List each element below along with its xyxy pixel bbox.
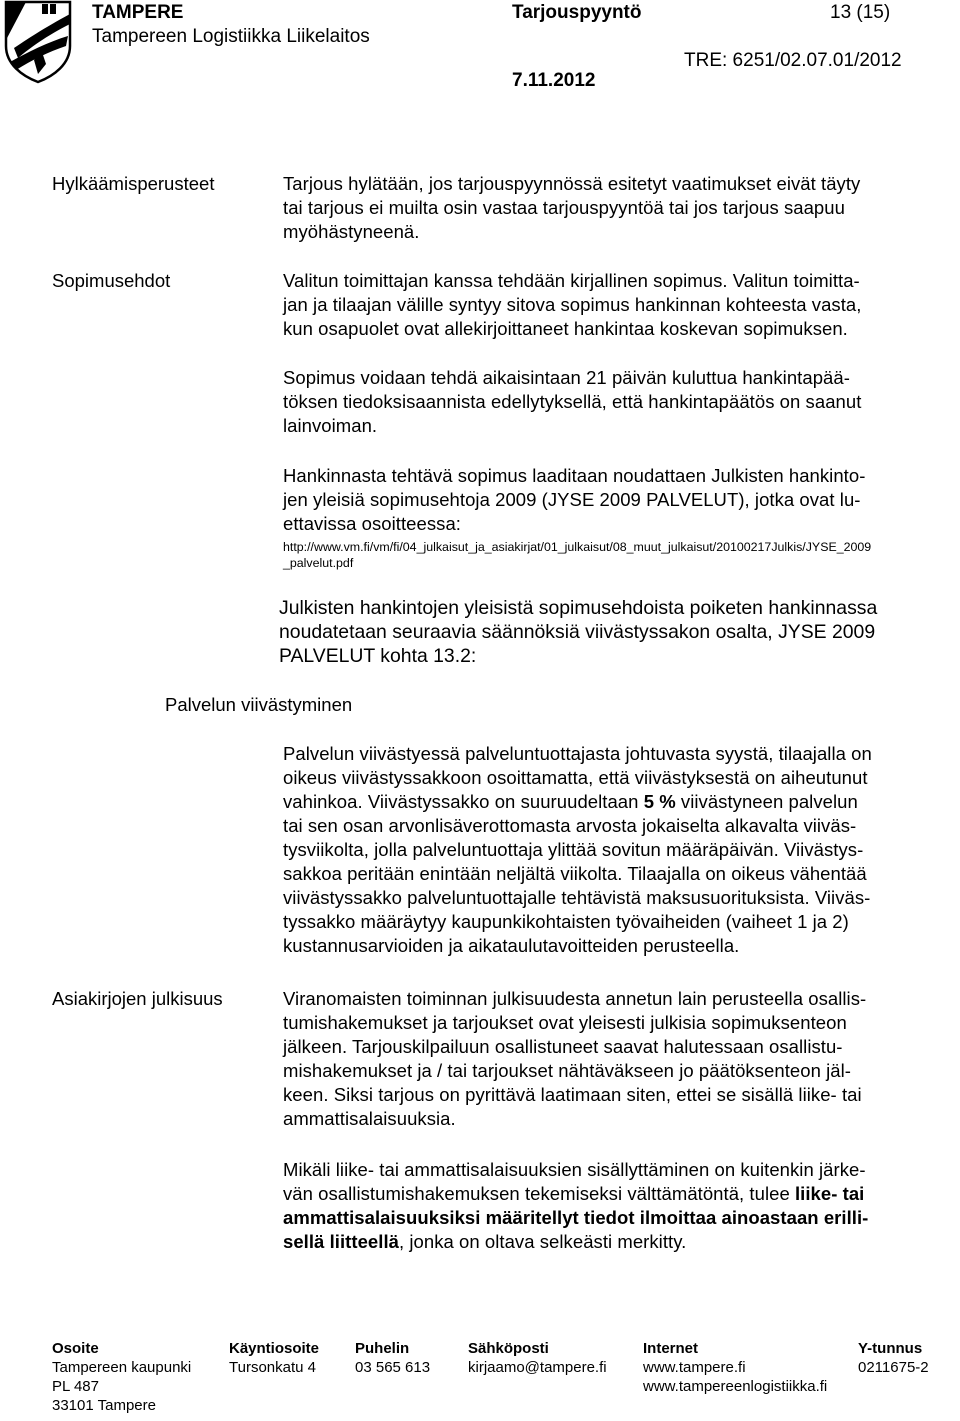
rejection-text: Tarjous hylätään, jos tarjouspyynnössä esitetyt vaatimukset eivät täyty tai tarjous ei muilta osin vastaa tarjouspyyntöä tai jos tarjous saapuu myöhästyneenä. xyxy=(283,173,861,242)
contract-paragraph-3: Hankinnasta tehtävä sopimus laaditaan noudattaen Julkisten hankinto- jen yleisiä sopimusehtoja 2009 (JYSE 2009 PALVELUT), jotka ovat lu- ettavissa osoitteessa: xyxy=(283,465,866,534)
city-crest-logo xyxy=(4,0,72,84)
delay-percent: 5 % xyxy=(643,791,676,812)
publicity-paragraph-1: Viranomaisten toiminnan julkisuudesta annetun lain perusteella osallis- tumishakemukset ja tarjoukset ovat yleisesti julkisia sopimuksenteon jälkeen. Tarjouskilpailuun osallistuneet saavat halutessaan osallistu- mishakemukset ja / tai tarjoukset nähtäväkseen jo päätöksenteon jäl- keen. Siksi tarjous on pyrittävä laatimaan siten, ettei se sisällä liike- tai ammattisalaisuuksia. xyxy=(283,988,867,1129)
jyse-url[interactable]: http://www.vm.fi/vm/fi/04_julkaisut_ja_asiakirjat/01_julkaisut/08_muut_julkaisut/20100217Julkis/JYSE_2009 _palvelut.pdf xyxy=(283,540,872,570)
delay-text: Palvelun viivästyessä palveluntuottajasta johtuvasta syystä, tilaajalla on oikeus viivästyssakkoon osoittamatta, että viivästyksestä on aiheutunut vahinkoa. Viivästyssakko on suuruudeltaan 5 % viivästyneen palvelun tai sen osan arvonlisäverottomasta arvosta jokaiselta alkavalta viiväs- tysviikolta, jolla palveluntuottaja ylittää sovitun määräpäivän. Viivästys- sakkoa peritään enintään neljältä viikolta. Tilaajalla on oikeus vähentää viivästyssakko palveluntuottajalle tehtävistä maksusuorituksista. Viiväs- tyssakko määräytyy kaupunkikohtaisten työvaiheiden (vaiheet 1 ja 2) kustannusarvioiden ja aikataulutavoitteiden perusteella. xyxy=(283,743,872,956)
footer-address: Osoite Tampereen kaupunki PL 487 33101 Tampere xyxy=(52,1340,192,1414)
footer-internet: Internet www.tampere.fi www.tampereenlogistiikka.fi xyxy=(643,1340,828,1395)
org-name: TAMPERE xyxy=(92,2,184,23)
contract-paragraph-1: Valitun toimittajan kanssa tehdään kirjallinen sopimus. Valitun toimitta- jan ja tilaajan välille syntyy sitova sopimus hankinnan kohteesta vasta, kun osapuolet ovat allekirjoittaneet hankintaa koskevan sopimuksen. xyxy=(283,270,862,339)
reference-number: TRE: 6251/02.07.01/2012 xyxy=(684,50,902,71)
publicity-paragraph-2: Mikäli liike- tai ammattisalaisuuksien sisällyttäminen on kuitenkin järke- vän osallistumishakemuksen tekemiseksi välttämätöntä, tulee liike- tai ammattisalaisuuksiksi määritellyt tiedot ilmoittaa ainoastaan erilli- sellä liitteellä, jonka on oltava selkeästi merkitty. xyxy=(283,1159,869,1252)
org-unit: Tampereen Logistiikka Liikelaitos xyxy=(92,26,370,47)
document-type: Tarjouspyyntö xyxy=(512,2,642,23)
footer-business-id: Y-tunnus 0211675-2 xyxy=(858,1340,929,1376)
contract-paragraph-2: Sopimus voidaan tehdä aikaisintaan 21 päivän kuluttua hankintapää- töksen tiedoksisaannista edellytyksellä, että hankintapäätös on saanut lainvoiman. xyxy=(283,367,862,436)
rejection-label: Hylkäämisperusteet xyxy=(52,173,215,194)
delay-label: Palvelun viivästyminen xyxy=(165,694,353,715)
publicity-label: Asiakirjojen julkisuus xyxy=(52,988,223,1009)
contract-label: Sopimusehdot xyxy=(52,270,171,291)
website-link-tampere[interactable]: www.tampere.fi xyxy=(643,1359,746,1376)
contract-paragraph-4: Julkisten hankintojen yleisistä sopimusehdoista poiketen hankinnassa noudatetaan seuraavia säännöksiä viivästyssakon osalta, JYSE 2009 PALVELUT kohta 13.2: xyxy=(279,597,878,667)
footer-visiting-address: Käyntiosoite Tursonkatu 4 xyxy=(229,1340,320,1376)
document-date: 7.11.2012 xyxy=(512,70,596,91)
email-link[interactable]: kirjaamo@tampere.fi xyxy=(468,1359,607,1376)
footer-email: Sähköposti kirjaamo@tampere.fi xyxy=(468,1340,607,1376)
footer-phone: Puhelin 03 565 613 xyxy=(355,1340,431,1376)
page-number: 13 (15) xyxy=(830,2,891,23)
website-link-logistiikka[interactable]: www.tampereenlogistiikka.fi xyxy=(643,1378,828,1395)
